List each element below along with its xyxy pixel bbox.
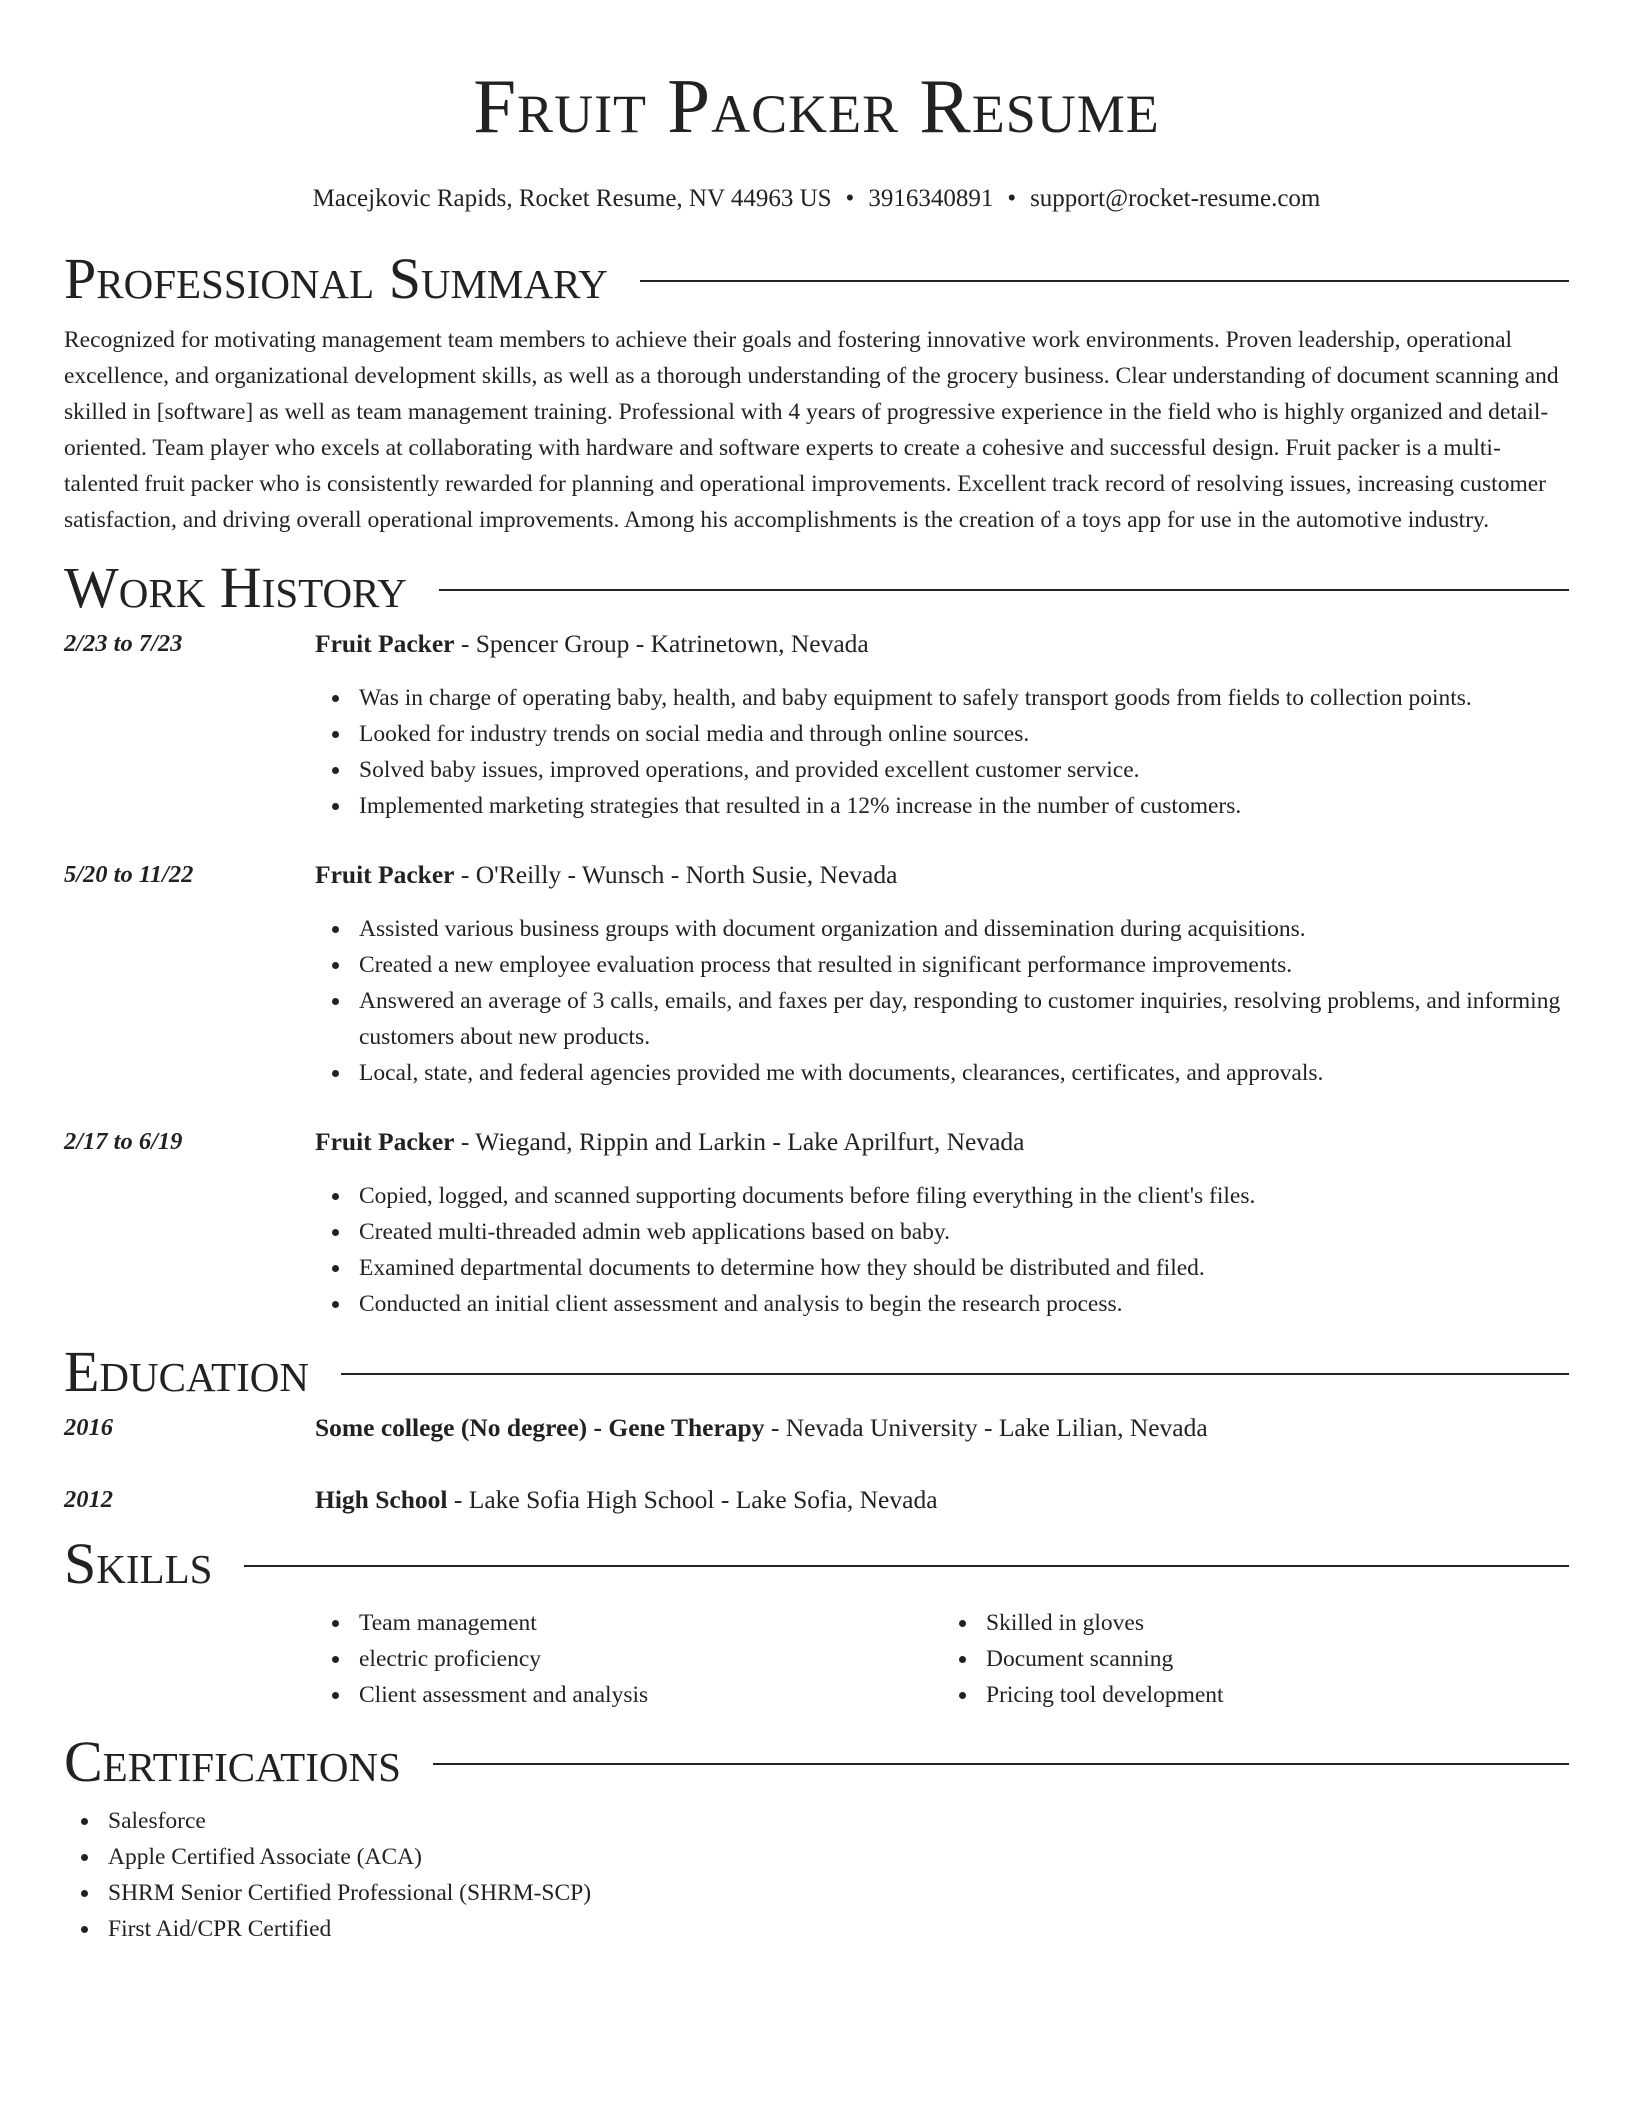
job-body [315,626,1569,824]
list-item: Was in charge of operating baby, health, and baby equipment to safely transport goods from fields to collection points. [359,680,1569,716]
contact-line [64,184,1569,214]
list-item: Salesforce [108,1803,1569,1839]
job-dates: 2/23 to 7/23 [64,630,183,657]
job-header [315,626,1569,662]
job-header [315,857,1569,893]
list-item: SHRM Senior Certified Professional (SHRM-SCP) [108,1875,1569,1911]
section-divider [640,280,1569,282]
summary-text: Recognized for motivating management team members to achieve their goals and fostering innovative work environments. Proven leadership, operational excellence, and organizational development skills, as well as a thorough understanding of the grocery business. Clear understanding of document scanning and skilled in [software] as well as team management training. Professional with 4 years of progressive experience in the field who is highly organized and detail-oriented. Team player who excels at collaborating with hardware and software experts to create a cohesive and successful design. Fruit packer is a multi-talented fruit packer who is consistently rewarded for planning and operational improvements. Excellent track record of resolving issues, increasing customer satisfaction, and driving overall operational improvements. Among his accomplishments is the creation of a toys app for use in the automotive industry. [64,327,1559,533]
job-body [315,857,1569,1091]
job-header [315,1124,1569,1160]
job-details: - Wiegand, Rippin and Larkin - Lake Aprilfurt, Nevada [454,1127,1025,1156]
section-divider [433,1763,1569,1765]
education-details: - Lake Sofia High School - Lake Sofia, Nevada [447,1485,938,1514]
education-degree: High School [315,1485,448,1514]
list-item: Document scanning [986,1641,1569,1677]
education-entry [64,1410,1569,1446]
job-body [315,1124,1569,1322]
list-item: Answered an average of 3 calls, emails, and faxes per day, responding to customer inquiries, resolving problems, and informing customers about new products. [359,983,1569,1055]
list-item: Conducted an initial client assessment and analysis to begin the research process. [359,1286,1569,1322]
contact-address: Macejkovic Rapids, Rocket Resume, NV 44963 US [312,185,832,212]
job-title: Fruit Packer [315,629,455,658]
education-heading: Education [64,1339,309,1404]
job-details: - Spencer Group - Katrinetown, Nevada [454,629,869,658]
list-item: Created a new employee evaluation process that resulted in significant performance improvements. [359,947,1569,983]
education-header [315,1482,1569,1518]
list-item: Team management [359,1605,942,1641]
contact-phone: 3916340891 [868,185,994,212]
education-degree: Some college (No degree) - Gene Therapy [315,1413,765,1442]
list-item: Created multi-threaded admin web applications based on baby. [359,1214,1569,1250]
education-entry [64,1482,1569,1518]
job-entry [64,1124,1569,1322]
skills-heading: Skills [64,1531,213,1596]
job-entry [64,857,1569,1091]
list-item: Assisted various business groups with document organization and dissemination during acquisitions. [359,911,1569,947]
skills-section-header [64,1528,1569,1600]
list-item: Local, state, and federal agencies provided me with documents, clearances, certificates, and approvals. [359,1055,1569,1091]
job-dates: 2/17 to 6/19 [64,1128,183,1155]
section-divider [341,1373,1569,1375]
job-dates: 5/20 to 11/22 [64,861,194,888]
list-item: Implemented marketing strategies that resulted in a 12% increase in the number of customers. [359,788,1569,824]
job-bullets [315,1178,1569,1322]
list-item: Examined departmental documents to determine how they should be distributed and filed. [359,1250,1569,1286]
education-year: 2012 [64,1486,113,1513]
summary-section-header [64,243,1569,315]
work-section-header [64,552,1569,624]
list-item: First Aid/CPR Certified [108,1911,1569,1947]
skills-list [315,1605,1569,1713]
list-item: Solved baby issues, improved operations, and provided excellent customer service. [359,752,1569,788]
work-heading: Work History [64,555,407,620]
job-bullets [315,911,1569,1091]
contact-email: support@rocket-resume.com [1030,185,1321,212]
education-year: 2016 [64,1414,113,1441]
list-item: Pricing tool development [986,1677,1569,1713]
list-item: Skilled in gloves [986,1605,1569,1641]
list-item: Copied, logged, and scanned supporting documents before filing everything in the client's files. [359,1178,1569,1214]
certifications-heading: Certifications [64,1729,401,1794]
resume-title: Fruit Packer Resume [473,63,1160,149]
summary-heading: Professional Summary [64,246,608,311]
skills-column-right [942,1605,1569,1713]
certifications-section-header [64,1726,1569,1798]
list-item: electric proficiency [359,1641,942,1677]
job-title: Fruit Packer [315,1127,455,1156]
job-details: - O'Reilly - Wunsch - North Susie, Nevada [454,860,898,889]
job-title: Fruit Packer [315,860,455,889]
list-item: Client assessment and analysis [359,1677,942,1713]
contact-separator: • [1007,185,1017,212]
contact-separator: • [845,185,855,212]
job-entry [64,626,1569,824]
section-divider [244,1565,1569,1567]
education-header [315,1410,1569,1446]
section-divider [439,589,1569,591]
list-item: Apple Certified Associate (ACA) [108,1839,1569,1875]
certifications-list [64,1803,1569,1947]
job-bullets [315,680,1569,824]
skills-column-left [315,1605,942,1713]
list-item: Looked for industry trends on social media and through online sources. [359,716,1569,752]
education-details: - Nevada University - Lake Lilian, Nevada [764,1413,1208,1442]
education-section-header [64,1336,1569,1408]
